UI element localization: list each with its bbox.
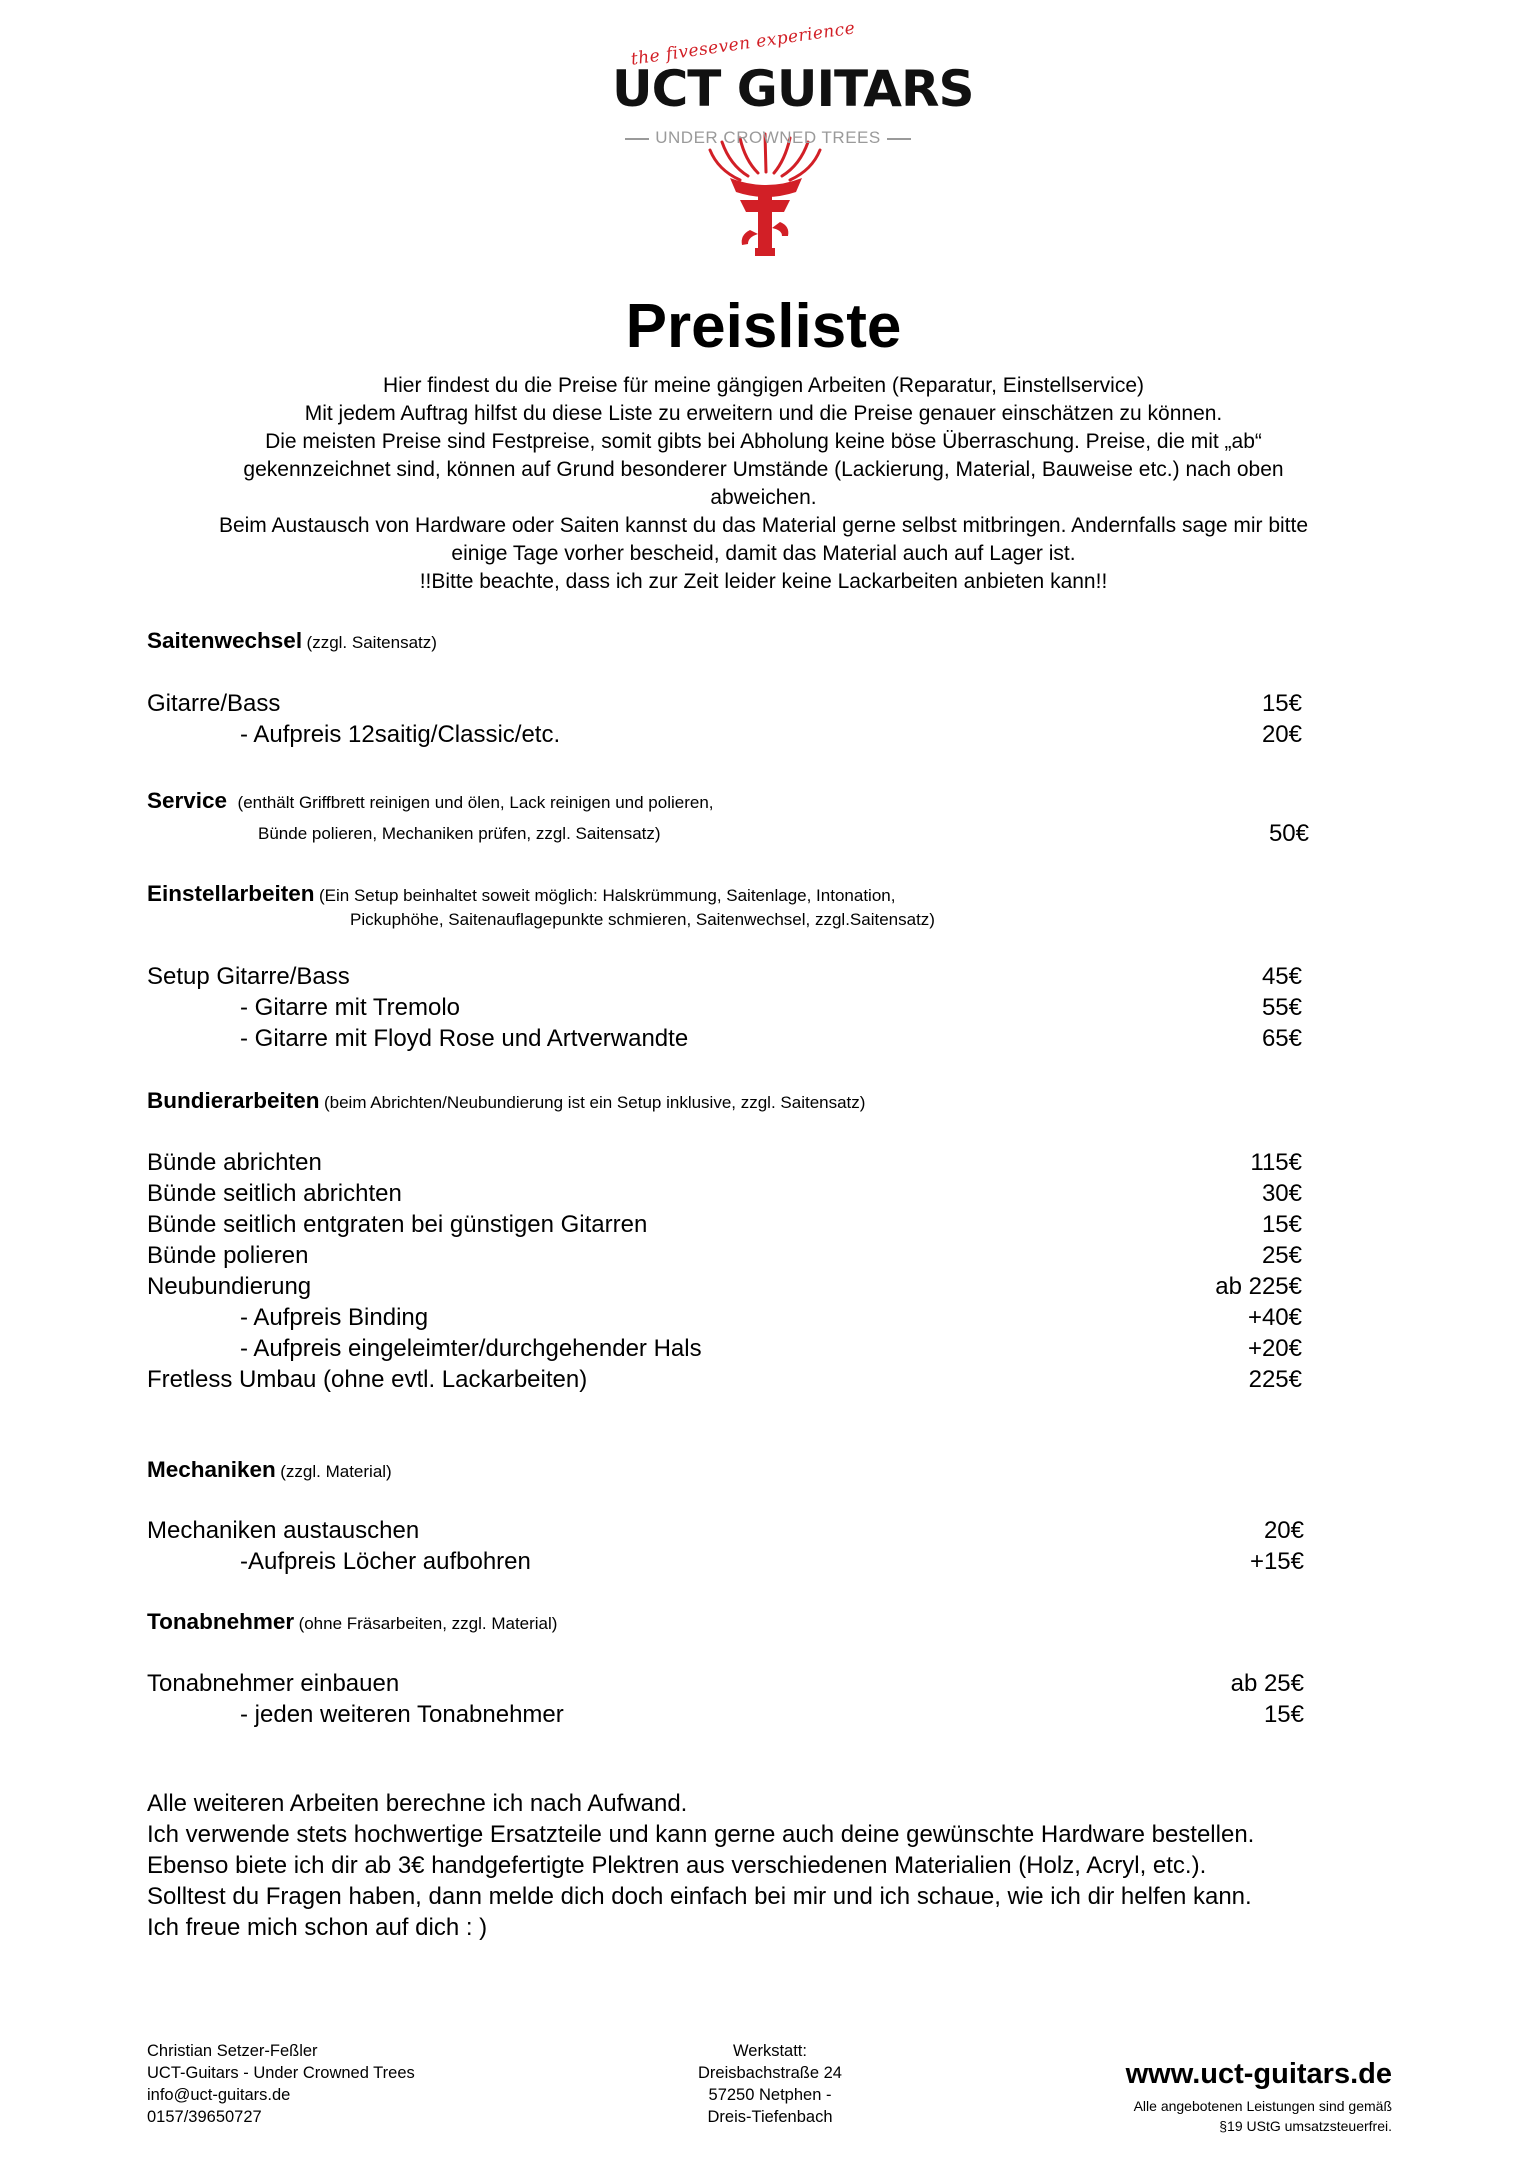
price-item-label: - jeden weiteren Tonabnehmer [240,1701,564,1728]
price-item-label: Mechaniken austauschen [147,1517,420,1544]
price-item-value: ab 25€ [1230,1670,1304,1697]
price-item-label: - Gitarre mit Floyd Rose und Artverwandte [240,1025,689,1052]
closing-line: Ebenso biete ich dir ab 3€ handgefertigte Plektren aus verschiedenen Materialien (Holz, Acryl, etc.). [147,1852,1207,1879]
price-item-label: Neubundierung [147,1273,312,1300]
price-item-value: +20€ [1247,1335,1302,1362]
section-heading-mechaniken [147,1457,392,1483]
price-item-value: +15€ [1249,1548,1304,1575]
section-note: (ohne Fräsarbeiten, zzgl. Material) [298,1614,558,1633]
address-line: Dreis-Tiefenbach [707,2108,833,2126]
intro-line: Beim Austausch von Hardware oder Saiten kannst du das Material gerne selbst mitbringen. Andernfalls sage mir bitte [218,514,1309,537]
intro-line: !!Bitte beachte, dass ich zur Zeit leider keine Lackarbeiten anbieten kann!! [419,570,1108,593]
price-item-value: 15€ [1261,1211,1302,1238]
page-title: Preisliste [625,292,902,361]
logo-tagline: the fiveseven experience [629,18,857,70]
intro-line: einige Tage vorher bescheid, damit das Material auch auf Lager ist. [451,542,1076,565]
section-heading-bundierarbeiten [147,1088,865,1114]
address-line: Dreisbachstraße 24 [698,2064,842,2082]
price-item-value: 15€ [1263,1701,1304,1728]
price-item-label: Bünde seitlich abrichten [147,1180,402,1207]
closing-line: Ich verwende stets hochwertige Ersatzteile und kann gerne auch deine gewünschte Hardware bestellen. [147,1821,1255,1848]
footer-contact [147,2040,415,2128]
section-note: (beim Abrichten/Neubundierung ist ein Setup inklusive, zzgl. Saitensatz) [323,1093,866,1112]
contact-email[interactable]: info@uct-guitars.de [147,2086,291,2104]
price-item-label: Bünde polieren [147,1242,309,1269]
intro-line: abweichen. [710,486,817,509]
section-title: Einstellarbeiten [147,881,315,906]
section-note: Bünde polieren, Mechaniken prüfen, zzgl. Saitensatz) [258,824,661,843]
tax-line: §19 UStG umsatzsteuerfrei. [1219,2118,1392,2134]
section-title: Mechaniken [147,1457,276,1482]
section-note: (zzgl. Saitensatz) [306,633,437,652]
section-title: Tonabnehmer [147,1609,295,1634]
section-title: Saitenwechsel [147,628,303,653]
price-item-value: 45€ [1261,963,1302,990]
price-item-label: Setup Gitarre/Bass [147,963,350,990]
intro-text [150,372,1377,596]
price-item-label: Bünde abrichten [147,1149,322,1176]
section-heading-service [147,788,714,814]
uct-guitars-logo [590,18,974,260]
address-line: Werkstatt: [733,2042,807,2060]
footer-workshop-address [650,2040,890,2128]
logo-subtitle: UNDER CROWNED TREES [608,128,928,148]
price-item-label: Gitarre/Bass [147,690,281,717]
price-item-label: - Aufpreis eingeleimter/durchgehender Hals [240,1335,702,1362]
intro-line: gekennzeichnet sind, können auf Grund besonderer Umstände (Lackierung, Material, Bauweise etc.) nach oben [243,458,1284,481]
section-note: (enthält Griffbrett reinigen und ölen, Lack reinigen und polieren, [237,793,714,812]
contact-name: Christian Setzer-Feßler [147,2042,318,2060]
price-item-label: - Aufpreis 12saitig/Classic/etc. [240,721,561,748]
price-item-label: Tonabnehmer einbauen [147,1670,400,1697]
section-heading-einstellarbeiten [147,881,895,907]
price-item-label: Bünde seitlich entgraten bei günstigen Gitarren [147,1211,648,1238]
contact-company: UCT-Guitars - Under Crowned Trees [147,2064,415,2082]
intro-line: Die meisten Preise sind Festpreise, somit gibts bei Abholung keine böse Überraschung. Preise, die mit „ab“ [265,430,1262,453]
price-item-value: 25€ [1261,1242,1302,1269]
tax-line: Alle angebotenen Leistungen sind gemäß [1133,2098,1392,2114]
section-title: Service [147,788,228,813]
price-item-label: - Gitarre mit Tremolo [240,994,461,1021]
section-note: (zzgl. Material) [280,1462,392,1481]
price-item-label: Fretless Umbau (ohne evtl. Lackarbeiten) [147,1366,588,1393]
section-heading-saitenwechsel [147,628,437,654]
price-item-value: 65€ [1261,1025,1302,1052]
price-item-value: 20€ [1261,721,1302,748]
section-note: (Ein Setup beinhaltet soweit möglich: Halskrümmung, Saitenlage, Intonation, [319,886,896,905]
price-item-value: 50€ [1268,820,1309,847]
price-item-value: ab 225€ [1215,1273,1302,1300]
closing-line: Solltest du Fragen haben, dann melde dich doch einfach bei mir und ich schaue, wie ich dir helfen kann. [147,1883,1252,1910]
section-note: Pickuphöhe, Saitenauflagepunkte schmieren, Saitenwechsel, zzgl.Saitensatz) [350,910,935,929]
logo-brand: UCT GUITARS [612,60,974,118]
tax-notice [1000,2096,1392,2136]
contact-phone: 0157/39650727 [147,2108,262,2126]
price-item-value: 30€ [1261,1180,1302,1207]
intro-line: Mit jedem Auftrag hilfst du diese Liste zu erweitern und die Preise genauer einschätzen zu können. [304,402,1223,425]
price-item-value: 225€ [1248,1366,1302,1393]
closing-line: Ich freue mich schon auf dich : ) [147,1914,488,1941]
address-line: 57250 Netphen - [708,2086,832,2104]
price-item-value: 115€ [1250,1149,1302,1176]
closing-line: Alle weiteren Arbeiten berechne ich nach Aufwand. [147,1790,688,1817]
section-heading-tonabnehmer [147,1609,557,1635]
price-item-label: - Aufpreis Binding [240,1304,429,1331]
price-item-value: +40€ [1247,1304,1302,1331]
website-link[interactable]: www.uct-guitars.de [1125,2058,1392,2090]
price-item-value: 15€ [1261,690,1302,717]
price-item-value: 55€ [1261,994,1302,1021]
closing-text [147,1788,1254,1943]
price-item-value: 20€ [1263,1517,1304,1544]
price-item-label: -Aufpreis Löcher aufbohren [240,1548,531,1575]
intro-line: Hier findest du die Preise für meine gängigen Arbeiten (Reparatur, Einstellservice) [382,374,1145,397]
section-title: Bundierarbeiten [147,1088,320,1113]
